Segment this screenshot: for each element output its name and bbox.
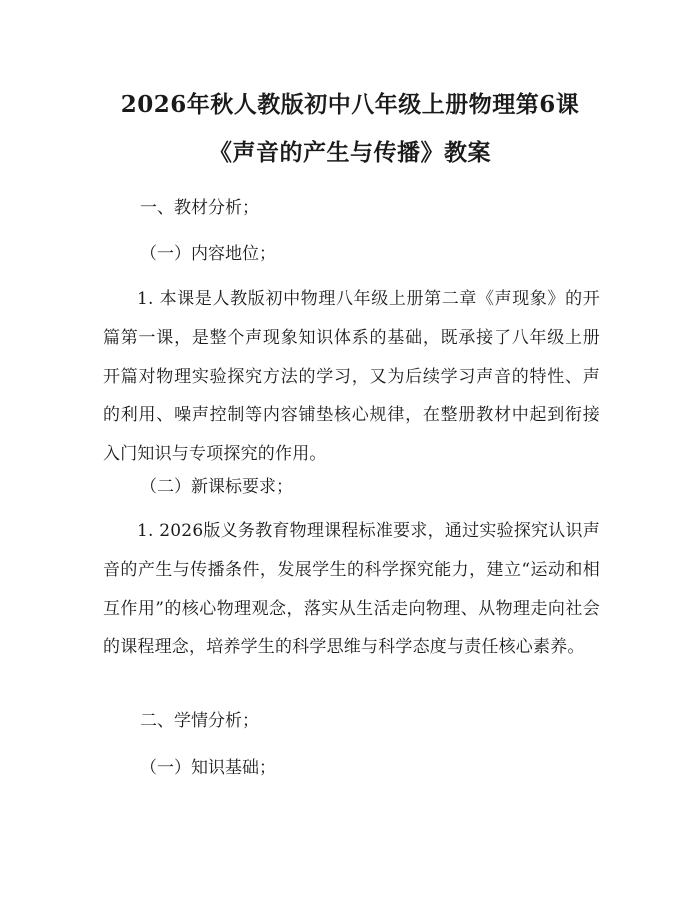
paragraph-curriculum-standard: 1. 2026版义务教育物理课程标准要求，通过实验探究认识声音的产生与传播条件，发展学生的科学探究能力，建立“运动和相互作用”的核心物理观念，落实从生活走向物理、从物理走向社会的课程理念，培养学生的科学思维与科学态度与责任核心素养。 [103,521,600,658]
subsection-heading-curriculum-standard: （二）新课标要求； [140,477,293,497]
section-heading-student-analysis: 二、学情分析； [140,711,259,731]
document-title-line-1: 2026年秋人教版初中八年级上册物理第6课 [120,91,580,118]
document-title-line-2: 《声音的产生与传播》教案 [209,139,491,166]
subsection-heading-knowledge-basis: （一）知识基础； [140,758,276,778]
subsection-heading-content-position: （一）内容地位； [140,244,276,264]
section-heading-textbook-analysis: 一、教材分析； [140,198,259,218]
paragraph-content-position: 1. 本课是人教版初中物理八年级上册第二章《声现象》的开篇第一课，是整个声现象知识体系的基础，既承接了八年级上册开篇对物理实验探究方法的学习，又为后续学习声音的特性、声的利用、噪声控制等内容铺垫核心规律，在整册教材中起到衔接入门知识与专项探究的作用。 [103,289,600,465]
